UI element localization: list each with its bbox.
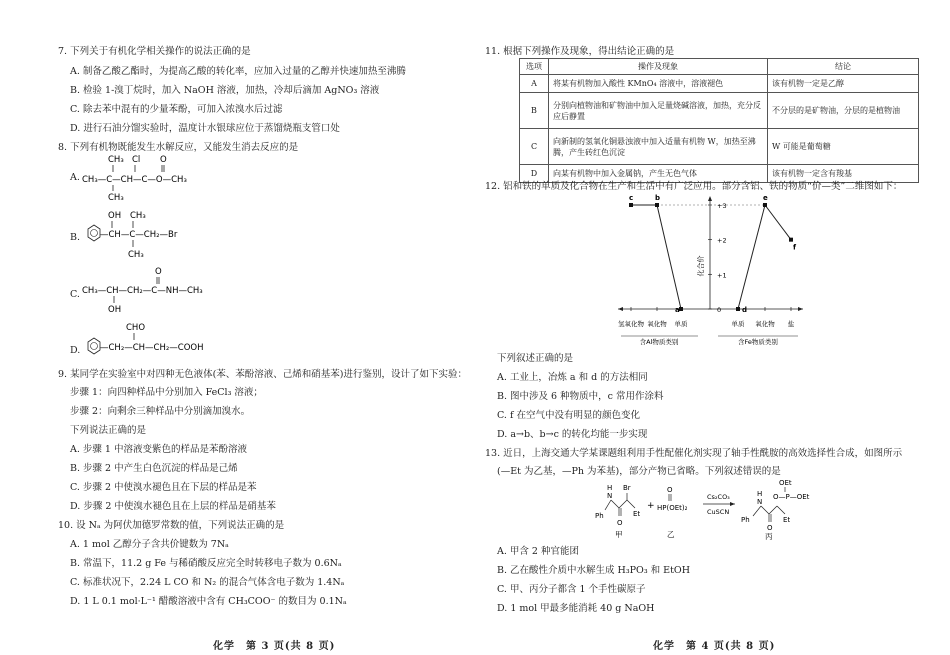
q7-option-c: C. 除去苯中混有的少量苯酚，可加入浓溴水后过滤 <box>70 104 283 115</box>
q10-option-b: B. 常温下，11.2 g Fe 与稀硝酸反应完全时转移电子数为 0.6Nₐ <box>70 558 342 569</box>
svg-text:N: N <box>757 498 763 506</box>
q13-option-c: C. 甲、丙分子都含 1 个手性碳原子 <box>497 584 646 595</box>
x-axis-right-arrow-icon <box>798 307 803 311</box>
q10-option-a: A. 1 mol 乙醇分子含共价键数为 7Nₐ <box>70 539 229 550</box>
table-cell: 分别向植物油和矿物油中加入足量烧碱溶液，加热，充分反应后静置 <box>549 93 768 129</box>
table-cell: 该有机物一定是乙醇 <box>768 75 919 93</box>
svg-text:OH: OH <box>108 211 122 221</box>
svg-text:Ph: Ph <box>595 512 604 520</box>
svg-text:Et: Et <box>633 510 641 518</box>
q7-option-d: D. 进行石油分馏实验时，温度计水银球应位于蒸馏烧瓶支管口处 <box>70 123 340 134</box>
svg-text:O: O <box>160 155 167 165</box>
q8-option-c: C. <box>70 289 80 300</box>
svg-text:Ph: Ph <box>741 516 750 524</box>
q12-option-d: D. a→b、b→c 的转化均能一步实现 <box>497 429 648 440</box>
benzene-ring-icon <box>88 225 100 241</box>
q11-stem: 11. 根据下列操作及现象，得出结论正确的是 <box>485 46 675 57</box>
q8-structure-c <box>82 265 252 321</box>
svg-text:O: O <box>617 519 623 527</box>
data-label: e <box>763 194 768 202</box>
q13-option-d: D. 1 mol 甲最多能消耗 40 g NaOH <box>497 603 655 614</box>
q8-structure-d <box>78 320 248 360</box>
svg-text:CH₃—CH—CH₂—C—NH—CH₃: CH₃—CH—CH₂—C—NH—CH₃ <box>82 286 203 296</box>
group-label-al: 含Al物质类别 <box>639 338 679 346</box>
table-header-cell: 结论 <box>768 59 919 75</box>
q7-stem: 7. 下列关于有机化学相关操作的说法正确的是 <box>58 46 251 57</box>
data-point <box>736 307 740 311</box>
data-point <box>655 203 659 207</box>
x-tick-label: 单质 <box>674 320 688 328</box>
q11-table <box>519 58 919 183</box>
reaction-arrow-icon <box>730 502 735 506</box>
svg-text:O: O <box>667 486 673 494</box>
q8-option-a: A. <box>70 172 80 183</box>
q13-option-a: A. 甲含 2 种官能团 <box>497 546 579 557</box>
q13-option-b: B. 乙在酸性介质中水解生成 H₃PO₃ 和 EtOH <box>497 565 690 576</box>
data-label: c <box>629 194 634 202</box>
table-cell: B <box>520 93 549 129</box>
svg-text:Et: Et <box>783 516 791 524</box>
data-point <box>789 238 793 242</box>
page-right <box>475 0 930 655</box>
reagent-bottom: CuSCN <box>707 508 730 516</box>
page-left <box>0 0 467 655</box>
x-tick-label: 氢氧化物 <box>618 320 644 328</box>
svg-text:H: H <box>607 484 613 492</box>
table-header-row <box>520 59 919 75</box>
q8-option-d: D. <box>70 345 81 356</box>
table-row <box>520 93 919 129</box>
table-cell: D <box>520 165 549 183</box>
q9-option-a: A. 步骤 1 中溶液变紫色的样品是苯酚溶液 <box>70 444 247 455</box>
q12-option-b: B. 图中涉及 6 种物质中，c 常用作涂料 <box>497 391 664 402</box>
table-cell: C <box>520 129 549 165</box>
x-tick-label: 单质 <box>731 320 745 328</box>
benzene-ring-icon <box>88 338 100 354</box>
svg-text:—CH₂—CH—CH₂—COOH: —CH₂—CH—CH₂—COOH <box>100 343 204 353</box>
svg-text:O: O <box>767 524 773 532</box>
table-cell: 将某有机物加入酸性 KMnO₄ 溶液中，溶液褪色 <box>549 75 768 93</box>
x-tick-label: 盐 <box>787 320 795 328</box>
q12-option-c: C. f 在空气中没有明显的颜色变化 <box>497 410 641 421</box>
svg-text:CH₃—C—CH—C—O—CH₃: CH₃—C—CH—C—O—CH₃ <box>82 175 187 185</box>
series-line <box>765 205 791 240</box>
q9-option-b: B. 步骤 2 中产生白色沉淀的样品是己烯 <box>70 463 238 474</box>
q9-option-d: D. 步骤 2 中使溴水褪色且在上层的样品是硝基苯 <box>70 501 276 512</box>
q9-option-c: C. 步骤 2 中使溴水褪色且在下层的样品是苯 <box>70 482 257 493</box>
q10-option-d: D. 1 L 0.1 mol·L⁻¹ 醋酸溶液中含有 CH₃COO⁻ 的数目为 0.1Nₐ <box>70 596 347 607</box>
table-cell: 向新制的氢氧化铜悬浊液中加入适量有机物 W，加热至沸腾，产生砖红色沉淀 <box>549 129 768 165</box>
table-row <box>520 75 919 93</box>
svg-text:CH₃: CH₃ <box>108 155 124 165</box>
page-footer-left: 化学 第 3 页(共 8 页) <box>213 641 336 652</box>
x-axis-left-arrow-icon <box>618 307 623 311</box>
table-cell: W 可能是葡萄糖 <box>768 129 919 165</box>
table-header-cell: 选项 <box>520 59 549 75</box>
x-tick-label: 氧化物 <box>755 320 775 328</box>
y-tick-label: +1 <box>717 271 727 280</box>
reagent-top: Cs₂CO₃ <box>707 493 730 501</box>
series-line <box>657 205 681 309</box>
valence-class-chart <box>613 190 813 348</box>
table-row <box>520 129 919 165</box>
label-jia: 甲 <box>615 530 623 539</box>
q12-stem: 12. 铝和铁的单质及化合物在生产和生活中有广泛应用。部分含铝、铁的物质“价—类”二维图如下： <box>485 181 903 192</box>
q13-stem-line1: 13. 近日，上海交通大学某课题组利用手性配催化剂实现了轴手性酰胺的高效选择性合成，如图所示 <box>485 448 903 459</box>
q13-reaction-scheme <box>595 478 845 540</box>
data-label: f <box>793 243 797 252</box>
table-header-cell: 操作及现象 <box>549 59 768 75</box>
q8-stem: 8. 下列有机物既能发生水解反应，又能发生消去反应的是 <box>58 142 299 153</box>
q12-option-a: A. 工业上，冶炼 a 和 d 的方法相同 <box>497 372 648 383</box>
x-tick-label: 氧化物 <box>647 320 667 328</box>
q13-stem-line2: (—Et 为乙基，—Ph 为苯基)，部分产物已省略。下列叙述错误的是 <box>497 466 781 477</box>
svg-text:+: + <box>647 501 655 511</box>
label-bing: 丙 <box>765 532 773 540</box>
y-tick-label: +3 <box>717 202 727 210</box>
q9-stem: 9. 某同学在实验室中对四种无色液体(苯、苯酚溶液、己烯和硝基苯)进行鉴别，设计了如下实验： <box>58 369 467 380</box>
data-point <box>629 203 633 207</box>
svg-text:CH₃: CH₃ <box>108 193 124 203</box>
page-footer-right: 化学 第 4 页(共 8 页) <box>653 641 776 652</box>
svg-text:H: H <box>757 490 763 498</box>
table-cell: 该有机物一定含有羧基 <box>768 165 919 183</box>
data-label: d <box>742 306 748 314</box>
q8-structure-a <box>82 153 252 203</box>
q7-option-b: B. 检验 1-溴丁烷时，加入 NaOH 溶液，加热，冷却后滴加 AgNO₃ 溶液 <box>70 85 380 96</box>
table-cell: 向某有机物中加入金属钠，产生无色气体 <box>549 165 768 183</box>
q9-step2: 步骤 2：向剩余三种样品中分别滴加溴水。 <box>70 406 251 417</box>
svg-text:Cl: Cl <box>132 155 141 165</box>
svg-text:N: N <box>607 492 613 500</box>
table-cell: A <box>520 75 549 93</box>
svg-text:OEt: OEt <box>779 479 792 487</box>
q10-stem: 10. 设 Nₐ 为阿伏加德罗常数的值，下列说法正确的是 <box>58 520 285 531</box>
data-label: a <box>675 306 680 314</box>
svg-text:CHO: CHO <box>126 323 146 333</box>
q8-structure-b <box>78 207 248 263</box>
svg-text:O—P—OEt: O—P—OEt <box>773 493 810 501</box>
y-axis-arrow-icon <box>708 196 712 201</box>
q12-prompt: 下列叙述正确的是 <box>497 353 574 364</box>
svg-text:O: O <box>155 267 162 277</box>
q7-option-a: A. 制备乙酸乙酯时，为提高乙酸的转化率，应加入过量的乙醇并快速加热至沸腾 <box>70 66 406 77</box>
y-axis-label: 化合价 <box>697 255 705 277</box>
data-point <box>763 203 767 207</box>
svg-text:CH₃: CH₃ <box>130 211 146 221</box>
y-tick-label: +2 <box>717 236 727 245</box>
label-yi: 乙 <box>667 530 675 539</box>
q9-step1: 步骤 1：向四种样品中分别加入 FeCl₃ 溶液； <box>70 387 263 398</box>
svg-text:CH₃: CH₃ <box>128 250 144 260</box>
svg-text:OH: OH <box>108 305 122 315</box>
data-label: b <box>655 194 661 202</box>
q10-option-c: C. 标准状况下，2.24 L CO 和 N₂ 的混合气体含电子数为 1.4Nₐ <box>70 577 345 588</box>
svg-text:HP(OEt)₂: HP(OEt)₂ <box>657 504 688 512</box>
y-tick-label: 0 <box>717 306 722 314</box>
q8-option-b: B. <box>70 232 81 243</box>
group-label-fe: 含Fe物质类别 <box>738 338 778 346</box>
q9-prompt: 下列说法正确的是 <box>70 425 147 436</box>
table-cell: 不分层的是矿物油，分层的是植物油 <box>768 93 919 129</box>
svg-text:Br: Br <box>623 484 631 492</box>
svg-text:—CH—C—CH₂—Br: —CH—C—CH₂—Br <box>100 230 178 240</box>
series-line <box>738 205 765 309</box>
